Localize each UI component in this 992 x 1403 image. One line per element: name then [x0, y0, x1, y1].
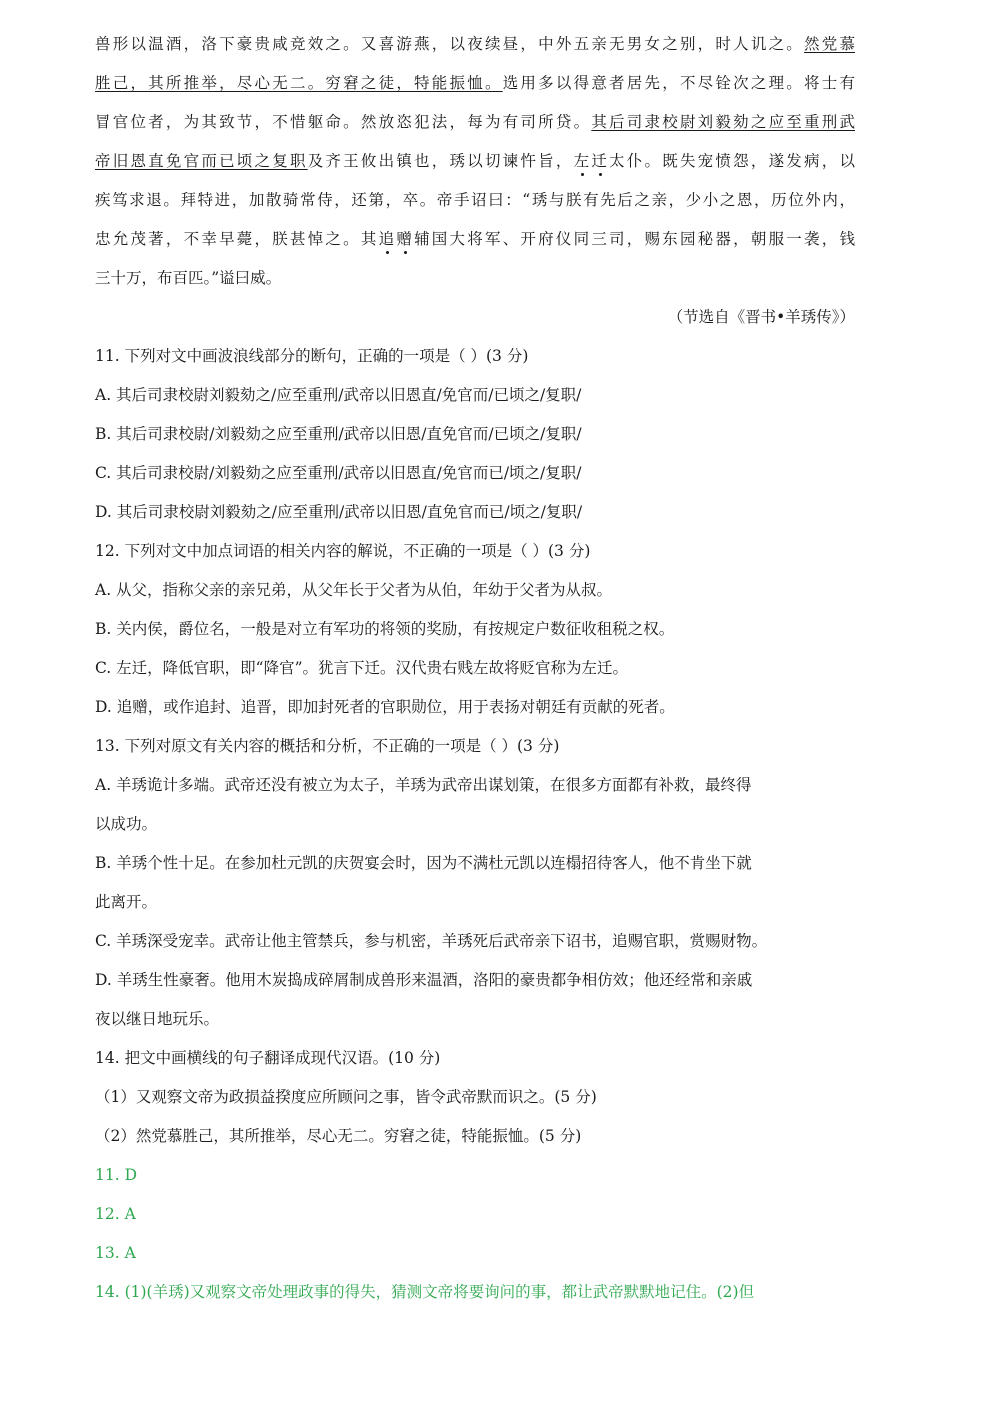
underlined-sentence: 然党慕	[804, 35, 855, 53]
answer-14: 14. (1)(羊琇)又观察文帝处理政事的得失，猜测文帝将要询问的事，都让武帝默默地记住。(2)但	[95, 1283, 755, 1301]
option-b: B. 关内侯，爵位名，一般是对立有军功的将领的奖励，有按规定户数征收租税之权。	[95, 620, 675, 638]
option-a: A. 羊琇诡计多端。武帝还没有被立为太子，羊琇为武帝出谋划策，在很多方面都有补救，最终得	[95, 776, 752, 794]
answer-11: 11. D	[95, 1166, 138, 1184]
option-d: D. 追赠，或作追封、追晋，即加封死者的官职勋位，用于表扬对朝廷有贡献的死者。	[95, 698, 675, 716]
question-stem: 11. 下列对文中画波浪线部分的断句，正确的一项是（ ）(3 分)	[95, 347, 529, 365]
option-d: D. 羊琇生性豪奢。他用木炭捣成碎屑制成兽形来温酒，洛阳的豪贵都争相仿效；他还经常和亲戚	[95, 971, 753, 989]
answer-12: 12. A	[95, 1205, 136, 1223]
option-b: B. 其后司隶校尉/刘毅劾之应至重刑/武帝以旧恩/直免官而/已顷之/复职/	[95, 425, 582, 443]
dotted-word: 迁	[591, 152, 610, 170]
option-b-cont: 此离开。	[95, 893, 158, 911]
passage-line-6: 忠允茂著，不幸早薨，朕甚悼之。其追赠辅国大将军、开府仪同三司，赐东园秘器，朝服一袭，钱	[95, 230, 855, 248]
option-c: C. 羊琇深受宠幸。武帝让他主管禁兵，参与机密，羊琇死后武帝亲下诏书，追赐官职，赏赐财物。	[95, 932, 768, 950]
question-stem: 12. 下列对文中加点词语的相关内容的解说，不正确的一项是（ ）(3 分)	[95, 542, 591, 560]
passage-line-1: 兽形以温酒，洛下豪贵咸竞效之。又喜游燕，以夜续昼，中外五亲无男女之别，时人讥之。然党慕	[95, 35, 855, 53]
option-a: A. 其后司隶校尉刘毅劾之/应至重刑/武帝以旧恩直/免官而/已顷之/复职/	[95, 386, 582, 404]
passage-source: （节选自《晋书•羊琇传》）	[667, 308, 855, 326]
option-a: A. 从父，指称父亲的亲兄弟，从父年长于父者为从伯，年幼于父者为从叔。	[95, 581, 613, 599]
wavy-line-sentence: 帝旧恩直免官而已顷之复职	[95, 152, 308, 170]
question-stem: 13. 下列对原文有关内容的概括和分析，不正确的一项是（ ）(3 分)	[95, 737, 560, 755]
dotted-word: 赠	[396, 230, 415, 248]
passage-line-7: 三十万，布百匹。”谥曰威。	[95, 269, 282, 287]
option-c: C. 其后司隶校尉/刘毅劾之应至重刑/武帝以旧恩直/免官而已/顷之/复职/	[95, 464, 582, 482]
question-stem: 14. 把文中画横线的句子翻译成现代汉语。(10 分)	[95, 1049, 441, 1067]
passage-line-2: 胜己，其所推举，尽心无二。穷窘之徒，特能振恤。选用多以得意者居先，不尽铨次之理。将士有	[95, 74, 855, 92]
option-a-cont: 以成功。	[95, 815, 158, 833]
dotted-word: 左	[573, 152, 592, 170]
passage-line-5: 疾笃求退。拜特进，加散骑常侍，还第，卒。帝手诏曰：“琇与朕有先后之亲，少小之恩，历位外内，	[95, 191, 855, 209]
answer-13: 13. A	[95, 1244, 136, 1262]
sentence-2: （2）然党慕胜己，其所推举，尽心无二。穷窘之徒，特能振恤。(5 分)	[95, 1127, 582, 1145]
option-b: B. 羊琇个性十足。在参加杜元凯的庆贺宴会时，因为不满杜元凯以连榻招待客人，他不肯坐下就	[95, 854, 752, 872]
underlined-sentence: 胜己，其所推举，尽心无二。穷窘之徒，特能振恤。	[95, 74, 503, 92]
sentence-1: （1）又观察文帝为政损益揆度应所顾问之事，皆令武帝默而识之。(5 分)	[95, 1088, 597, 1106]
passage-line-3: 冒官位者，为其致节，不惜躯命。然放恣犯法，每为有司所贷。其后司隶校尉刘毅劾之应至重刑武	[95, 113, 855, 131]
option-c: C. 左迁，降低官职，即“降官”。犹言下迁。汉代贵右贱左故将贬官称为左迁。	[95, 659, 629, 677]
wavy-line-sentence: 其后司隶校尉刘毅劾之应至重刑武	[591, 113, 855, 131]
option-d: D. 其后司隶校尉刘毅劾之/应至重刑/武帝以旧恩/直免官而已/顷之/复职/	[95, 503, 583, 521]
passage-line-4: 帝旧恩直免官而已顷之复职及齐王攸出镇也，琇以切谏忤旨，左迁太仆。既失宠愤怨，遂发病，以	[95, 152, 855, 170]
dotted-word: 追	[378, 230, 397, 248]
option-d-cont: 夜以继日地玩乐。	[95, 1010, 220, 1028]
